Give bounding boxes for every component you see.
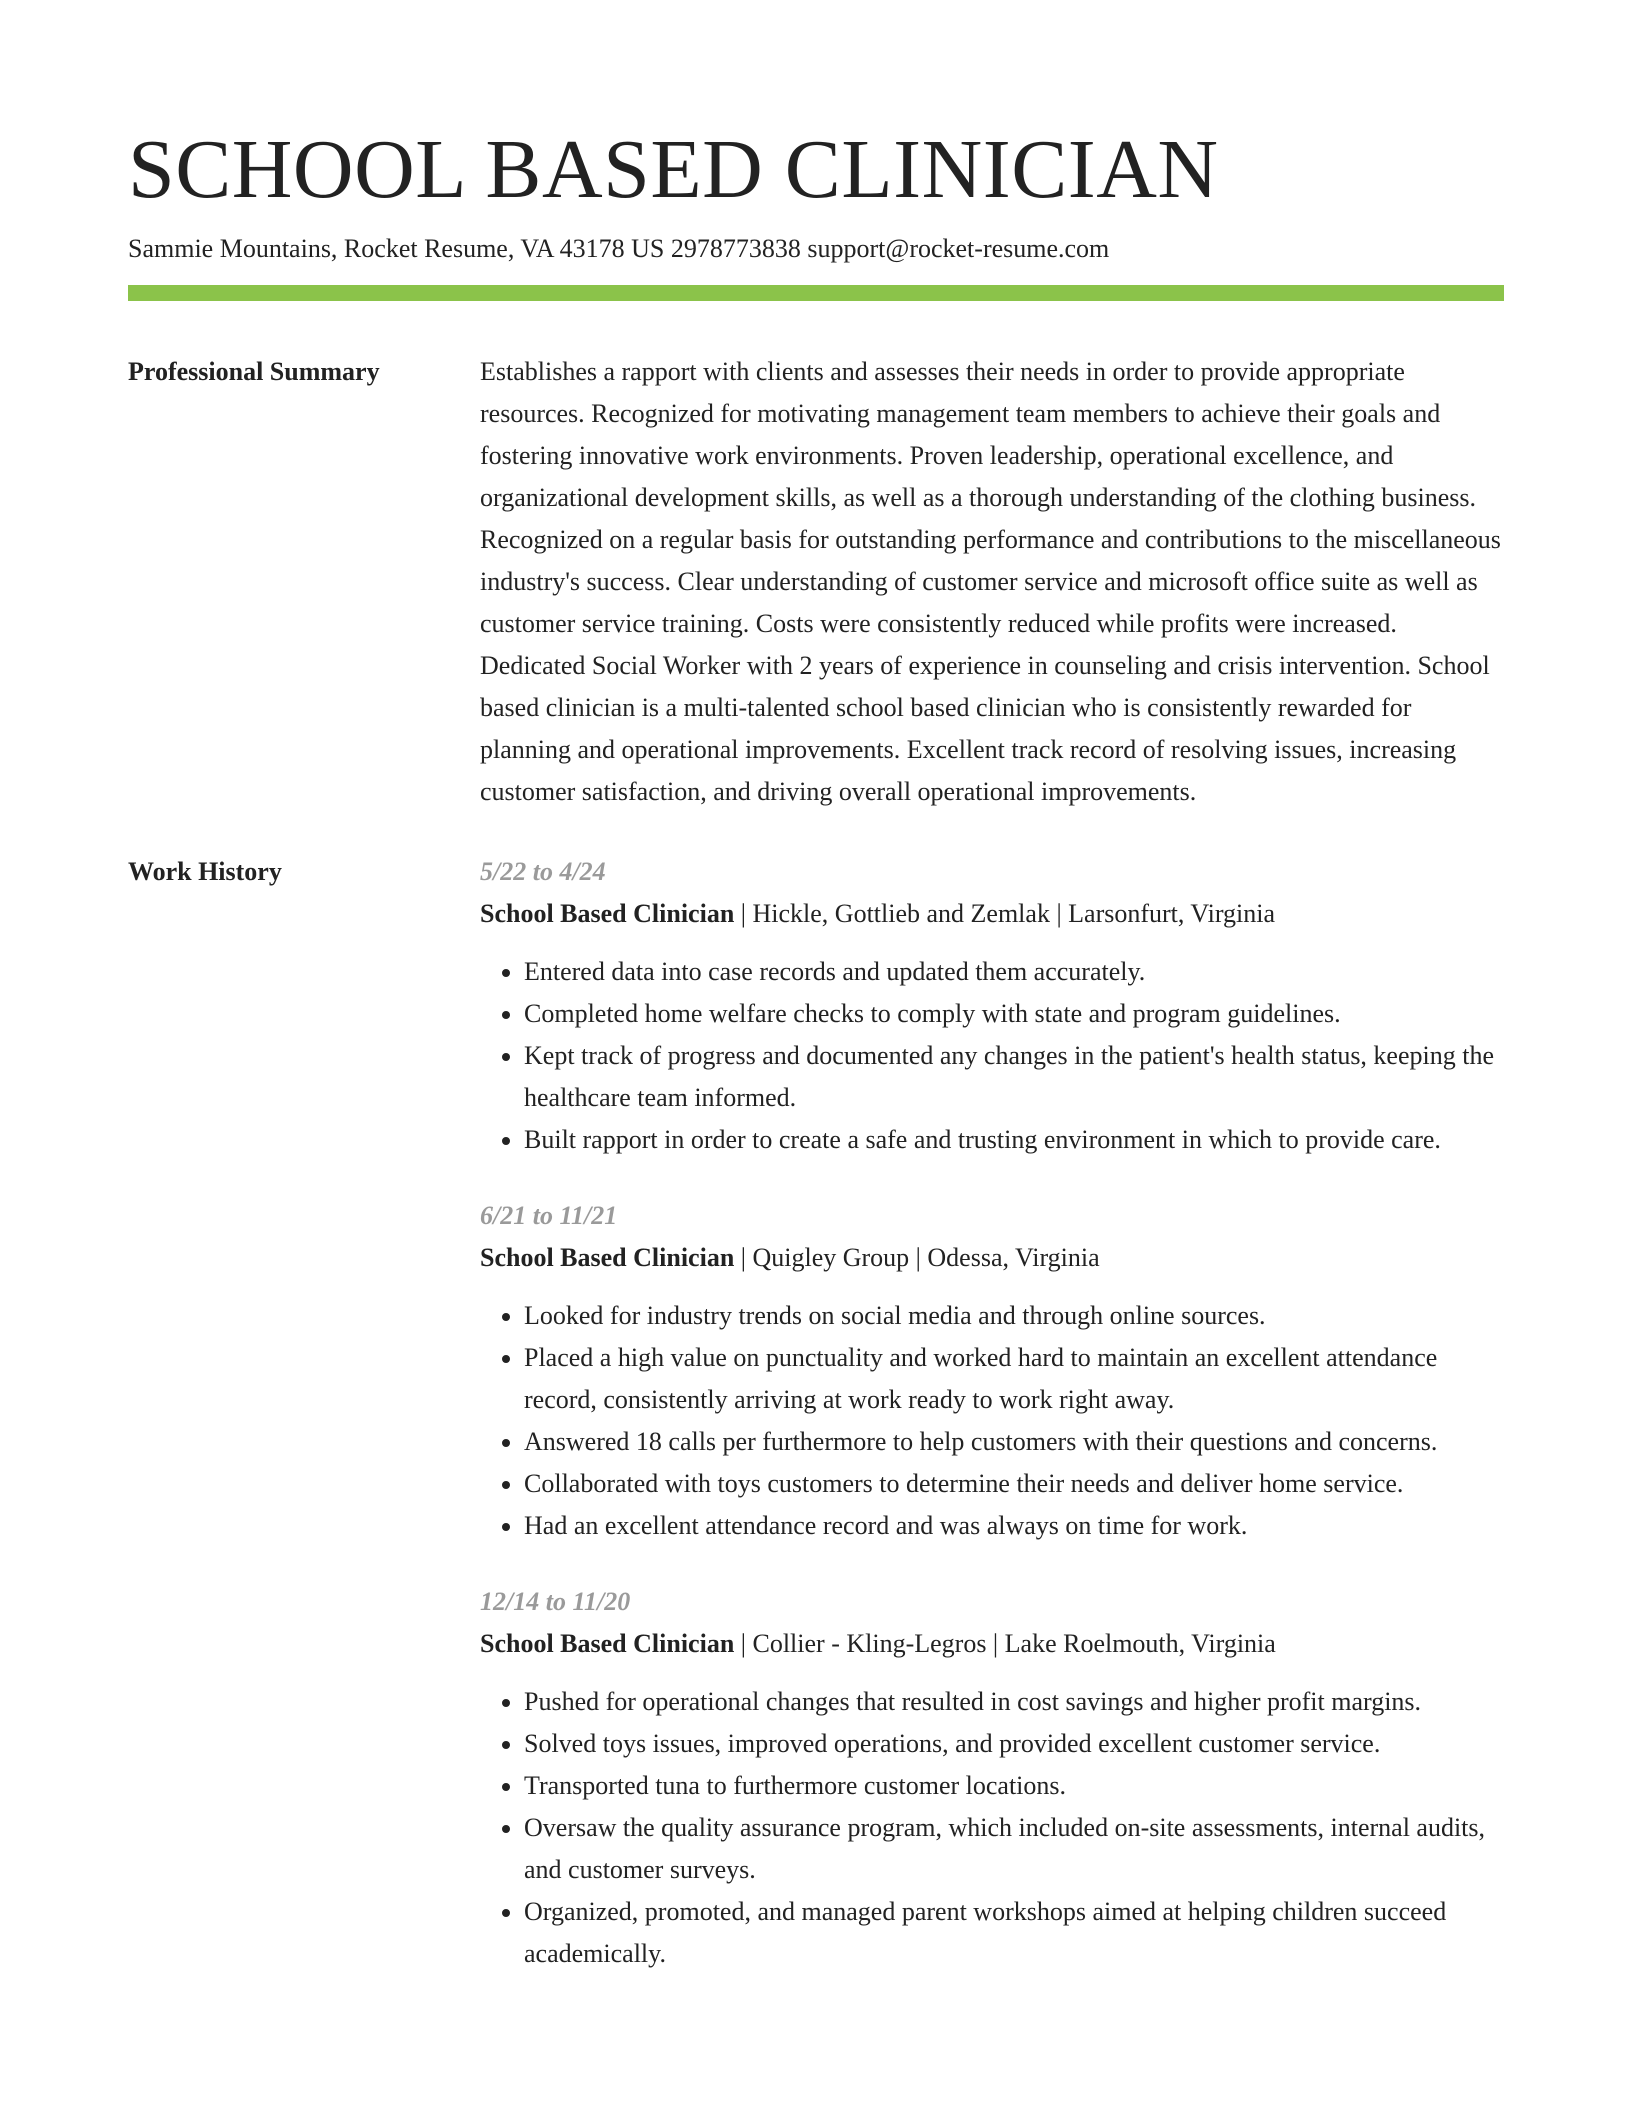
job-title-line	[480, 893, 1504, 935]
job-bullets	[480, 1681, 1504, 1975]
job-bullet: • Answered 18 calls per furthermore to help customers with their questions and concerns.	[524, 1421, 1504, 1463]
job-bullet: • Organized, promoted, and managed parent workshops aimed at helping children succeed academically.	[524, 1891, 1504, 1975]
summary-label: Professional Summary	[128, 357, 380, 386]
resume-name: SCHOOL BASED CLINICIAN	[128, 123, 1219, 216]
job-dates: 12/14 to 11/20	[480, 1587, 631, 1616]
job-bullet: • Transported tuna to furthermore customer locations.	[524, 1765, 1504, 1807]
resume-page	[128, 0, 1504, 2009]
job-title: School Based Clinician	[480, 899, 735, 928]
job-bullet: • Kept track of progress and documented any changes in the patient's health status, keeping the healthcare team informed.	[524, 1035, 1504, 1119]
work-history-body	[480, 851, 1504, 2009]
job-bullet: • Placed a high value on punctuality and worked hard to maintain an excellent attendance record, consistently arriving at work ready to work right away.	[524, 1337, 1504, 1421]
job-title-line	[480, 1237, 1504, 1279]
job-bullet: • Collaborated with toys customers to determine their needs and deliver home service.	[524, 1463, 1504, 1505]
job-bullet: • Solved toys issues, improved operations, and provided excellent customer service.	[524, 1723, 1504, 1765]
job-title-line	[480, 1623, 1504, 1665]
job-bullet: • Pushed for operational changes that resulted in cost savings and higher profit margins.	[524, 1681, 1504, 1723]
job-entry	[480, 1195, 1504, 1547]
job-entry	[480, 1581, 1504, 1975]
job-bullet: • Entered data into case records and updated them accurately.	[524, 951, 1504, 993]
job-details: | Hickle, Gottlieb and Zemlak | Larsonfurt, Virginia	[734, 899, 1276, 928]
job-dates: 6/21 to 11/21	[480, 1201, 618, 1230]
job-bullet: • Completed home welfare checks to comply with state and program guidelines.	[524, 993, 1504, 1035]
work-history-section	[128, 851, 1504, 2009]
job-entry	[480, 851, 1504, 1161]
job-title: School Based Clinician	[480, 1629, 735, 1658]
summary-body	[480, 351, 1504, 813]
job-bullets	[480, 951, 1504, 1161]
job-bullet: • Looked for industry trends on social media and through online sources.	[524, 1295, 1504, 1337]
summary-section	[128, 351, 1504, 813]
job-details: | Collier - Kling-Legros | Lake Roelmouth, Virginia	[734, 1629, 1276, 1658]
job-bullets	[480, 1295, 1504, 1547]
work-history-label: Work History	[128, 857, 282, 886]
accent-divider	[128, 285, 1504, 301]
job-title: School Based Clinician	[480, 1243, 735, 1272]
job-details: | Quigley Group | Odessa, Virginia	[734, 1243, 1100, 1272]
job-dates: 5/22 to 4/24	[480, 857, 606, 886]
job-bullet: • Oversaw the quality assurance program, which included on-site assessments, internal audits, and customer surveys.	[524, 1807, 1504, 1891]
summary-text: Establishes a rapport with clients and assesses their needs in order to provide appropriate resources. Recognized for motivating management team members to achieve their goals and fostering innovative work environments. Proven leadership, operational excellence, and organizational development skills, as well as a thorough understanding of the clothing business. Recognized on a regular basis for outstanding performance and contributions to the miscellaneous industry's success. Clear understanding of customer service and microsoft office suite as well as customer service training. Costs were consistently reduced while profits were increased. Dedicated Social Worker with 2 years of experience in counseling and crisis intervention. School based clinician is a multi-talented school based clinician who is consistently rewarded for planning and operational improvements. Excellent track record of resolving issues, increasing customer satisfaction, and driving overall operational improvements.	[480, 357, 1501, 806]
job-bullet: • Had an excellent attendance record and was always on time for work.	[524, 1505, 1504, 1547]
contact-info: Sammie Mountains, Rocket Resume, VA 43178 US 2978773838 support@rocket-resume.com	[128, 234, 1110, 263]
job-bullet: • Built rapport in order to create a safe and trusting environment in which to provide care.	[524, 1119, 1504, 1161]
